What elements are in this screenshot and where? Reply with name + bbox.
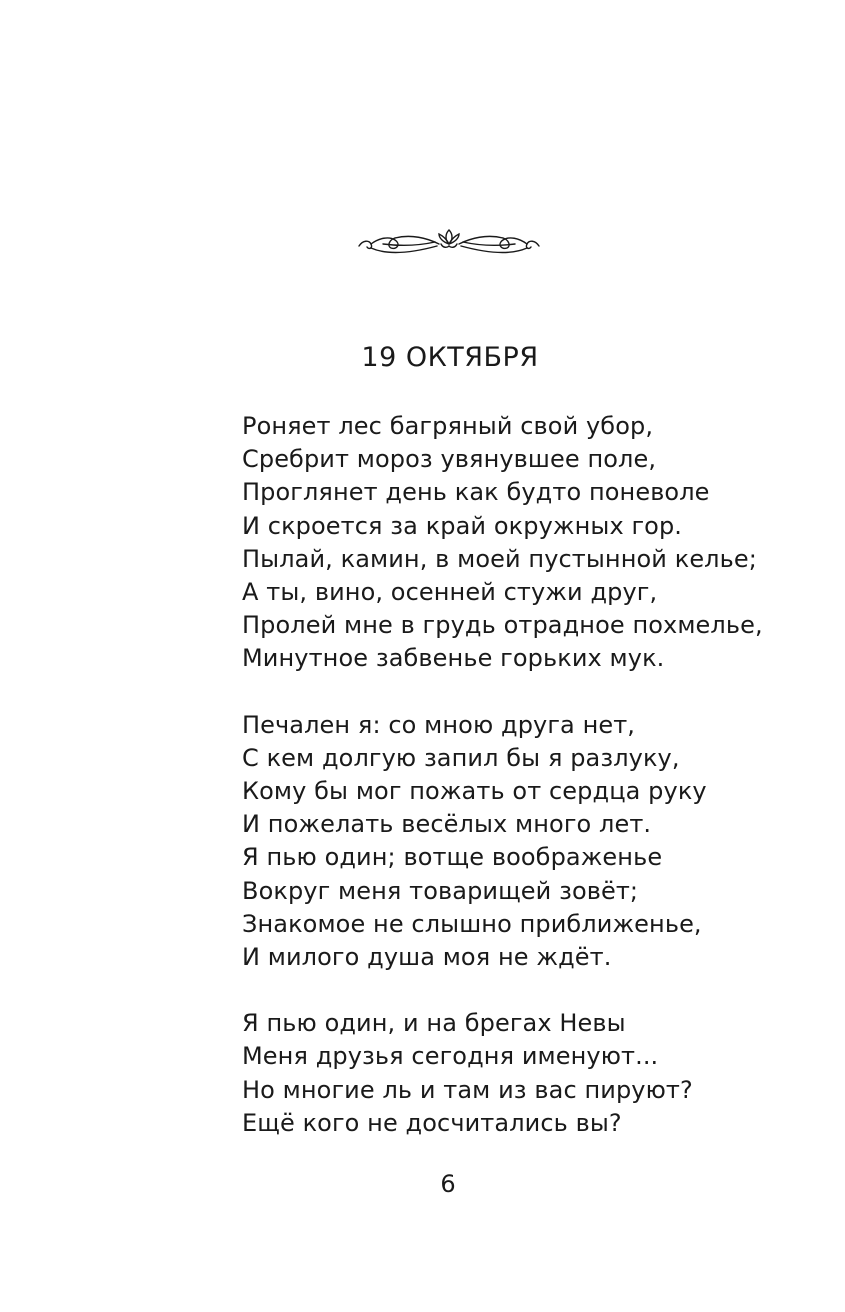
- poem-line: А ты, вино, осенней стужи друг,: [242, 578, 658, 607]
- poem-line: С кем долгую запил бы я разлуку,: [242, 743, 680, 772]
- poem-line: Печален я: со мною друга нет,: [242, 710, 636, 739]
- stanza-3: [242, 1007, 842, 1140]
- poem-title: 19 ОКТЯБРЯ: [361, 342, 539, 373]
- poem-line: Но многие ль и там из вас пируют?: [242, 1075, 693, 1104]
- poem-line: И пожелать весёлых много лет.: [242, 810, 652, 839]
- poem-line: Кому бы мог пожать от сердца руку: [242, 777, 707, 806]
- page-number: 6: [440, 1170, 456, 1198]
- poem-line: Меня друзья сегодня именуют...: [242, 1042, 659, 1071]
- poem-line: Я пью один; вотще воображенье: [242, 843, 663, 872]
- stanza-2: [242, 709, 842, 975]
- poem-body: [242, 410, 842, 1173]
- poem-line: И милого душа моя не ждёт.: [242, 943, 612, 972]
- poem-line: И скроется за край окружных гор.: [242, 511, 683, 540]
- poem-line: Пролей мне в грудь отрадное похмелье,: [242, 611, 763, 640]
- poem-line: Вокруг меня товарищей зовёт;: [242, 876, 639, 905]
- flourish-divider-icon: [355, 226, 543, 258]
- poem-line: Роняет лес багряный свой убор,: [242, 412, 654, 440]
- stanza-1: [242, 410, 842, 676]
- poem-line: Ещё кого не досчитались вы?: [242, 1108, 622, 1137]
- poem-line: Минутное забвенье горьких мук.: [242, 644, 665, 673]
- poem-line: Сребрит мороз увянувшее поле,: [242, 445, 657, 474]
- poem-line: Знакомое не слышно приближенье,: [242, 909, 702, 938]
- poem-line: Я пью один, и на брегах Невы: [242, 1009, 626, 1038]
- poem-line: Проглянет день как будто поневоле: [242, 478, 710, 507]
- poem-line: Пылай, камин, в моей пустынной келье;: [242, 544, 757, 573]
